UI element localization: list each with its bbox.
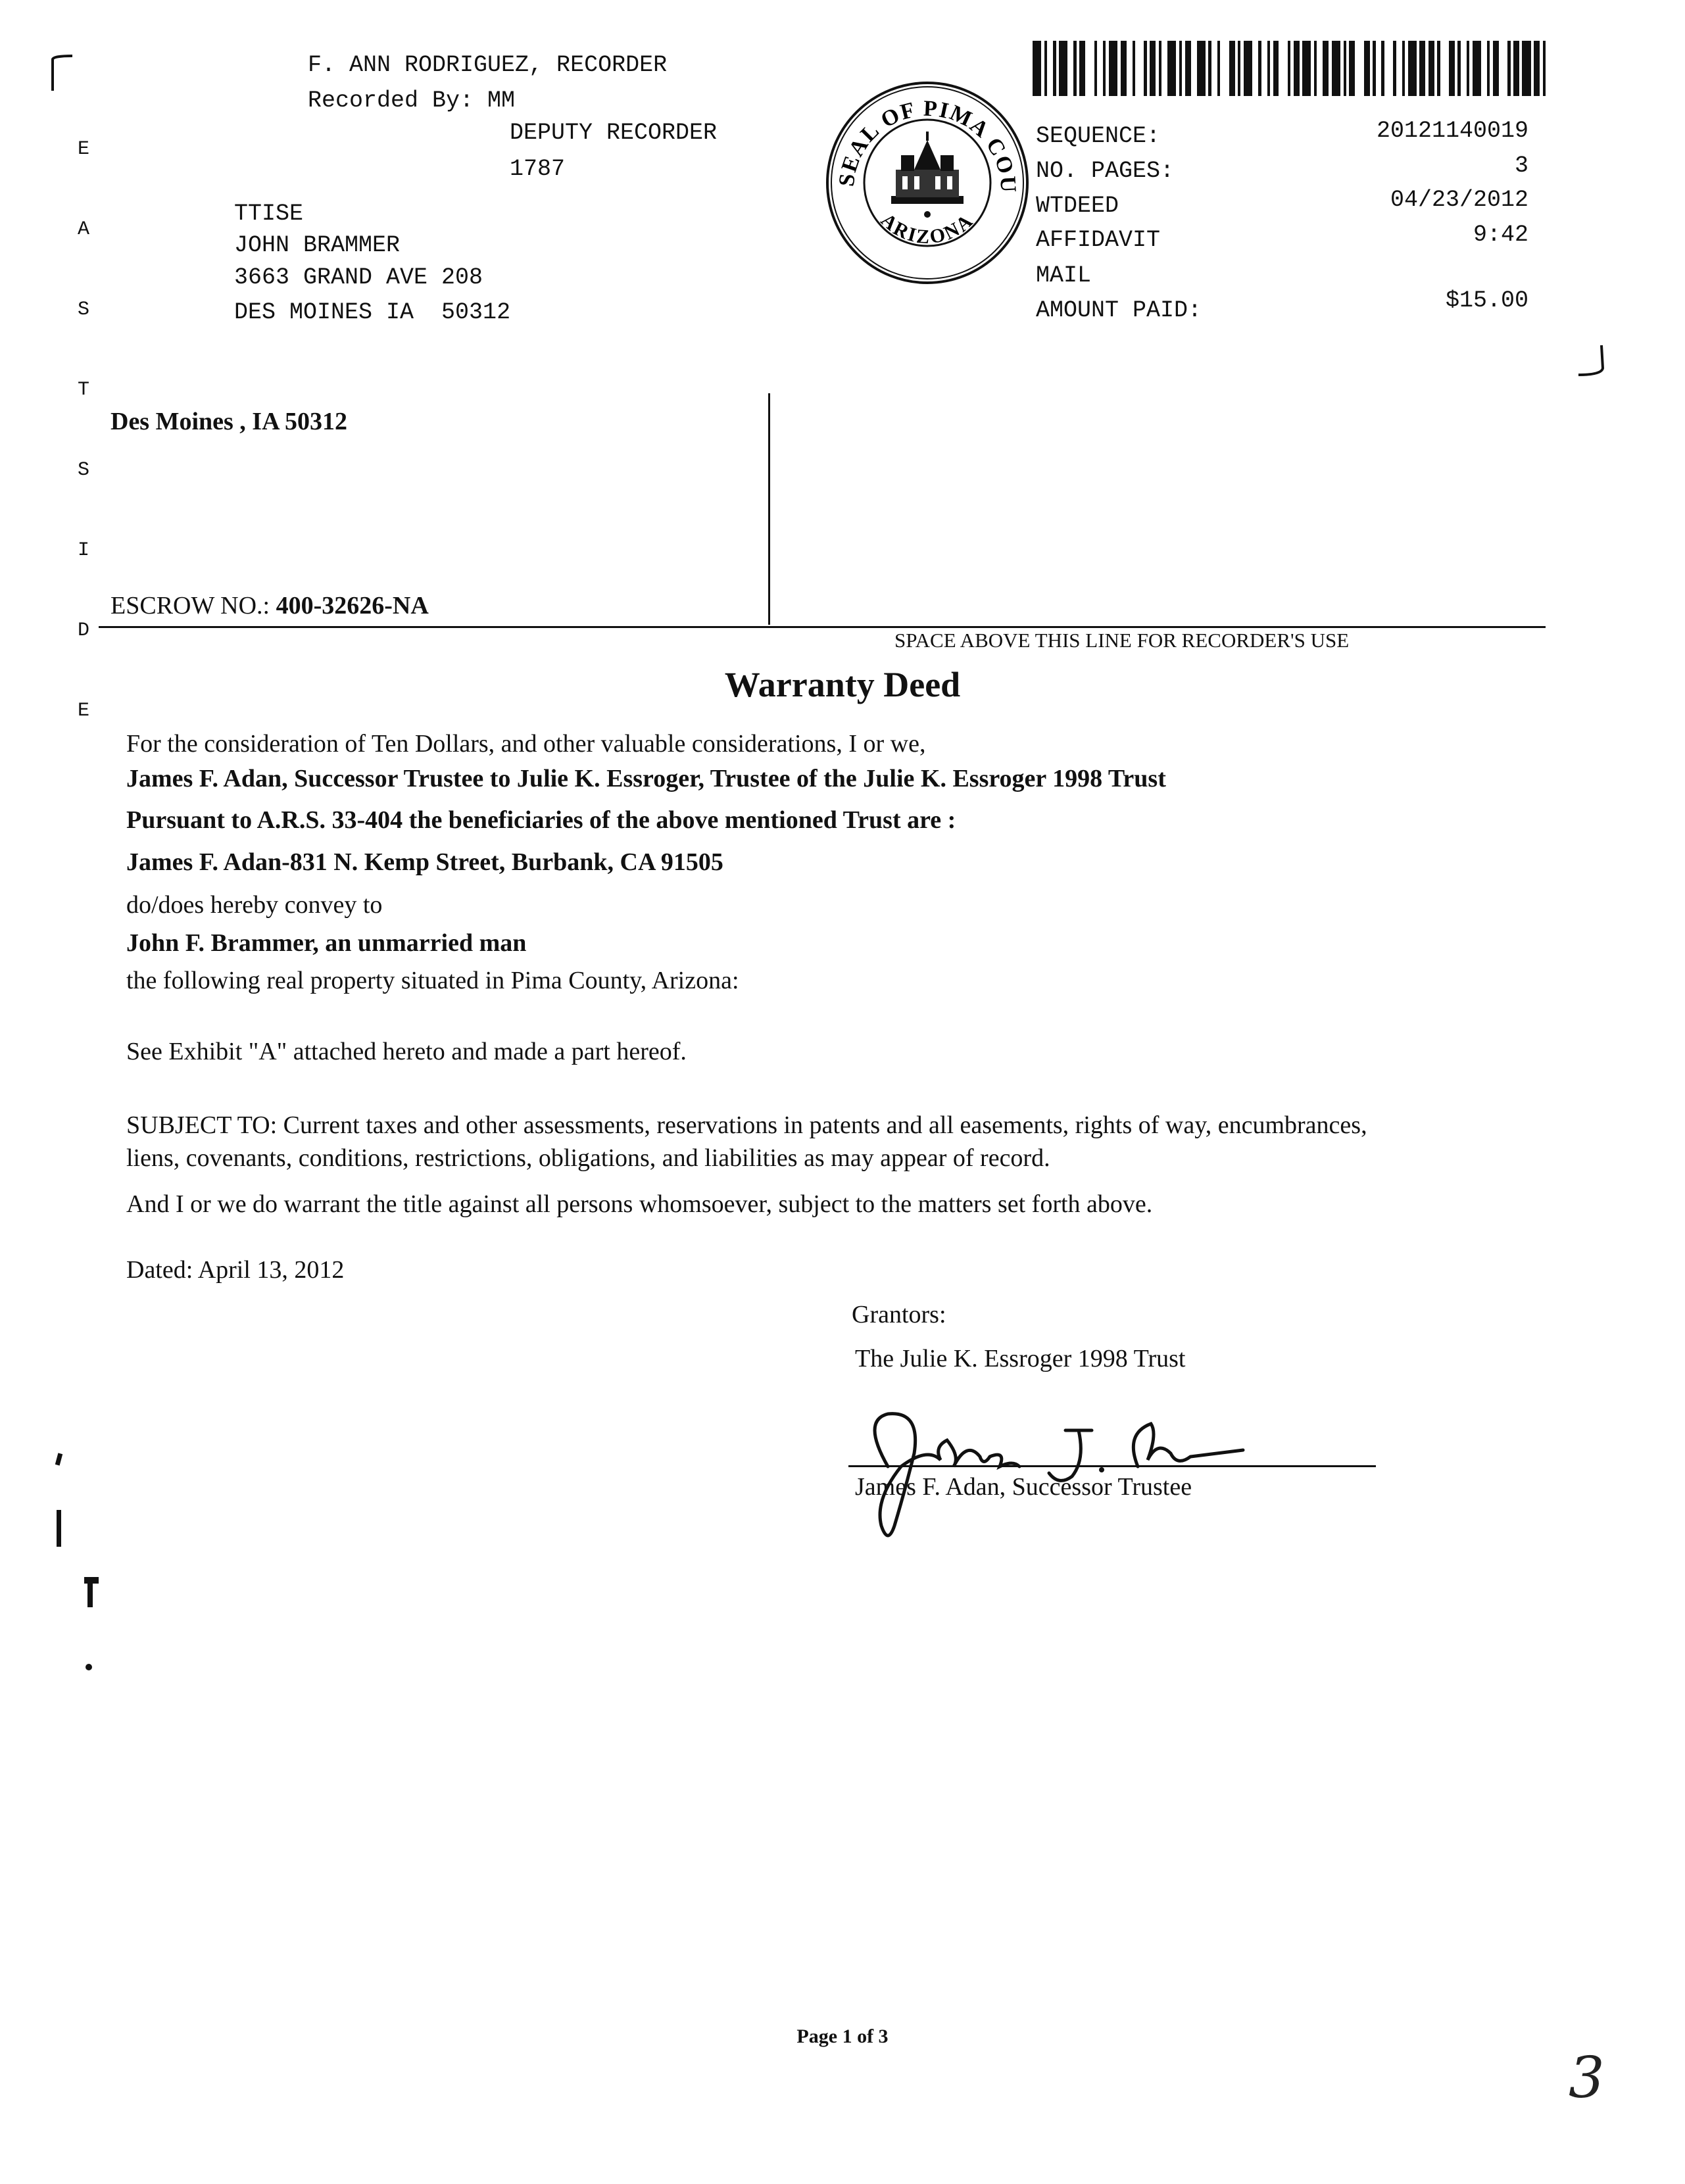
property-line: the following real property situated in Pima County, Arizona: (126, 967, 739, 994)
barcode-bar (1449, 41, 1455, 96)
barcode-bar (1461, 41, 1467, 96)
subject-to-line-2: liens, covenants, conditions, restrictions, obligations, and liabilities as may appear of record. (126, 1144, 1050, 1172)
barcode-bar (1059, 41, 1067, 96)
consideration-text: For the consideration of Ten Dollars, and other valuable considerations, I or we, (126, 730, 926, 758)
barcode-bar (1135, 41, 1144, 96)
seal-bottom-text: ARIZONA (876, 209, 979, 249)
barcode-bar (1079, 41, 1085, 96)
barcode-bar (1161, 41, 1167, 96)
eastside-letter: S (78, 459, 90, 481)
barcode-bar (1252, 41, 1258, 96)
barcode-bar (1493, 41, 1499, 96)
barcode-bar (1279, 41, 1287, 96)
barcode-bar (1167, 41, 1176, 96)
grantors-label: Grantors: (852, 1301, 946, 1328)
eastside-letter: E (78, 138, 90, 160)
mail-to-line-4: DES MOINES IA 50312 (234, 299, 511, 326)
mail-to-line-2: JOHN BRAMMER (234, 232, 401, 258)
eastside-vertical-label (78, 93, 105, 758)
barcode-bar (1211, 41, 1217, 96)
deputy-recorder: DEPUTY RECORDER (510, 120, 718, 146)
barcode-bar (1473, 41, 1481, 96)
escrow-number: 400-32626-NA (276, 592, 429, 619)
mail-to-line-1: TTISE (234, 201, 304, 227)
barcode-bar (1197, 41, 1206, 96)
deputy-number: 1787 (510, 156, 566, 182)
dated-line: Dated: April 13, 2012 (126, 1256, 345, 1284)
scan-artifact-1 (55, 1453, 62, 1465)
convey-line: do/does hereby convey to (126, 891, 383, 919)
pages-value: 3 (1514, 153, 1528, 179)
pages-label: NO. PAGES: (1036, 158, 1175, 184)
mail-to-line-3: 3663 GRAND AVE 208 (234, 264, 483, 291)
recorder-use-note: SPACE ABOVE THIS LINE FOR RECORDER'S USE (894, 629, 1350, 652)
page-number-text: Page 1 of 3 (796, 2026, 889, 2047)
recorded-by: Recorded By: MM (308, 87, 516, 114)
barcode-bar (1033, 41, 1041, 96)
handwritten-page-number: 3 (1569, 2045, 1605, 2111)
barcode-bar (1085, 41, 1094, 96)
return-address: Des Moines , IA 50312 (110, 408, 347, 435)
eastside-letter: A (78, 218, 90, 241)
barcode-bar (1349, 41, 1355, 96)
scan-artifact-3b (87, 1581, 93, 1607)
barcode-bar (1229, 41, 1235, 96)
barcode-bar (1244, 41, 1252, 96)
barcode-bar (1294, 41, 1300, 96)
signature-line (848, 1465, 1376, 1467)
barcode-bar (1440, 41, 1449, 96)
barcode-bar (1355, 41, 1363, 96)
escrow-label: ESCROW NO.: (110, 592, 270, 619)
eastside-letter: E (78, 700, 90, 722)
eastside-letter: T (78, 379, 90, 401)
barcode-bar (1408, 41, 1417, 96)
trust-name: The Julie K. Essroger 1998 Trust (855, 1345, 1186, 1372)
corner-mark-top-left (46, 53, 85, 92)
eastside-letter: I (78, 539, 90, 562)
exhibit-line: See Exhibit "A" attached hereto and made a part hereof. (126, 1038, 687, 1065)
barcode (1033, 41, 1552, 96)
barcode-bar (1429, 41, 1434, 96)
courthouse-emblem (891, 132, 964, 218)
amount-paid-label: AMOUNT PAID: (1036, 297, 1202, 324)
sequence-label: SEQUENCE: (1036, 123, 1161, 149)
grantor-line: James F. Adan, Successor Trustee to Julie K. Essroger, Trustee of the Julie K. Essroger 1998 Trust (126, 765, 1166, 792)
beneficiary-line: James F. Adan-831 N. Kemp Street, Burbank, CA 91505 (126, 848, 723, 876)
barcode-bar (1220, 41, 1229, 96)
barcode-bar (1121, 41, 1127, 96)
barcode-bar (1534, 41, 1540, 96)
barcode-bar (1109, 41, 1117, 96)
escrow-number-row (110, 592, 429, 621)
barcode-bar (1481, 41, 1487, 96)
eastside-letter: S (78, 299, 90, 321)
barcode-bar (1546, 41, 1551, 96)
barcode-bar (1376, 41, 1382, 96)
barcode-bar (1317, 41, 1323, 96)
barcode-bar (1419, 41, 1425, 96)
barcode-bar (1273, 41, 1279, 96)
barcode-bar (1364, 41, 1370, 96)
barcode-bar (1499, 41, 1507, 96)
pima-county-seal (822, 78, 1033, 288)
page-number (0, 2026, 1685, 2048)
deed-title: Warranty Deed (724, 665, 961, 704)
scan-artifact-4 (85, 1664, 92, 1670)
eastside-letter: D (78, 619, 90, 642)
signer-title: James F. Adan, Successor Trustee (855, 1473, 1192, 1501)
recorder-use-line (99, 626, 1546, 628)
subject-to-line-1: SUBJECT TO: Current taxes and other assessments, reservations in patents and all easements, rights of way, encumbrances, (126, 1111, 1367, 1139)
corner-mark-right (1575, 342, 1615, 381)
recording-date: 04/23/2012 (1390, 187, 1528, 213)
document-type: WTDEED (1036, 193, 1119, 219)
barcode-bar (1323, 41, 1329, 96)
barcode-bar (1127, 41, 1133, 96)
recording-time: 9:42 (1473, 222, 1528, 248)
pursuant-line: Pursuant to A.R.S. 33-404 the beneficiaries of the above mentioned Trust are : (126, 806, 956, 834)
barcode-bar (1396, 41, 1402, 96)
mail-label: MAIL (1036, 262, 1092, 289)
recorder-name: F. ANN RODRIGUEZ, RECORDER (308, 52, 668, 78)
barcode-bar (1513, 41, 1519, 96)
barcode-bar (1522, 41, 1530, 96)
barcode-bar (1332, 41, 1340, 96)
vertical-divider (768, 393, 770, 625)
grantee-line: John F. Brammer, an unmarried man (126, 929, 527, 957)
barcode-bar (1261, 41, 1267, 96)
affidavit-label: AFFIDAVIT (1036, 227, 1161, 253)
seal-top-text: SEAL OF PIMA COU (834, 96, 1021, 195)
barcode-bar (1067, 41, 1073, 96)
barcode-bar (1047, 41, 1053, 96)
warrant-line: And I or we do warrant the title against all persons whomsoever, subject to the matters set forth above. (126, 1190, 1153, 1218)
barcode-bar (1185, 41, 1191, 96)
barcode-bar (1097, 41, 1103, 96)
sequence-value: 20121140019 (1376, 118, 1528, 144)
barcode-bar (1302, 41, 1311, 96)
scan-artifact-2 (57, 1510, 61, 1547)
amount-paid-value: $15.00 (1445, 287, 1528, 314)
barcode-bar (1191, 41, 1197, 96)
barcode-bar (1150, 41, 1156, 96)
barcode-bar (1384, 41, 1393, 96)
